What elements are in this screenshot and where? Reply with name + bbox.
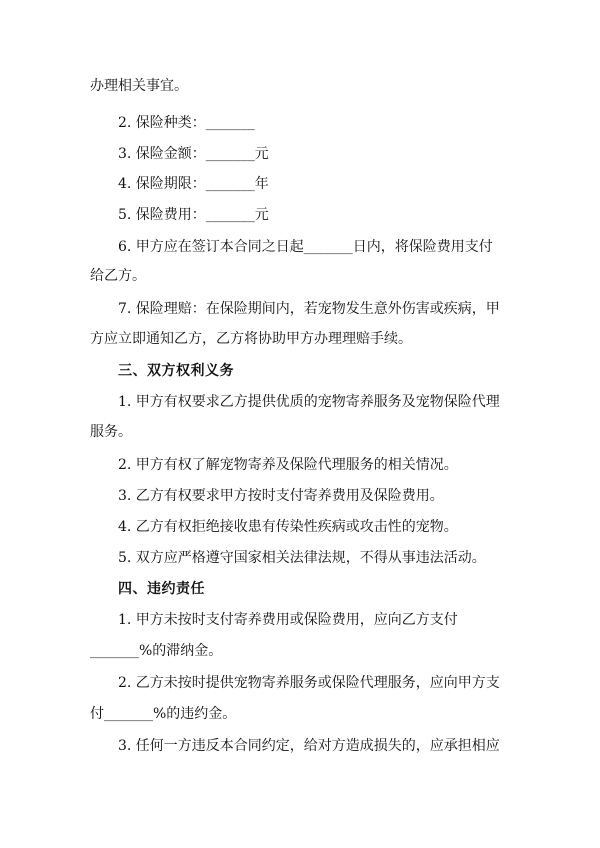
text-line: 5. 保险费用：_______元 — [118, 207, 269, 223]
text-line: 2. 甲方有权了解宠物寄养及保险代理服务的相关情况。 — [118, 457, 458, 473]
text-line: 3. 乙方有权要求甲方按时支付寄养费用及保险费用。 — [118, 488, 444, 504]
text-line: 6. 甲方应在签订本合同之日起_______日内，将保险费用支付 — [118, 239, 493, 255]
text-line: 3. 保险金额：_______元 — [118, 146, 269, 162]
text-line: _______%的滞纳金。 — [90, 643, 223, 659]
text-line: 1. 甲方未按时支付寄养费用或保险费用，应向乙方支付 — [118, 612, 458, 628]
section-heading: 四、违约责任 — [118, 581, 205, 597]
text-line: 5. 双方应严格遵守国家相关法律法规，不得从事违法活动。 — [118, 550, 486, 566]
text-line: 付_______%的违约金。 — [90, 706, 237, 722]
text-line: 方应立即通知乙方，乙方将协助甲方办理理赔手续。 — [90, 331, 412, 347]
text-line: 2. 乙方未按时提供宠物寄养服务或保险代理服务，应向甲方支 — [118, 675, 500, 691]
text-line: 3. 任何一方违反本合同约定，给对方造成损失的，应承担相应 — [118, 738, 500, 754]
section-heading: 三、双方权利义务 — [118, 363, 234, 379]
text-line: 给乙方。 — [90, 268, 146, 284]
text-line: 办理相关事宜。 — [90, 78, 188, 94]
text-line: 7. 保险理赔：在保险期间内，若宠物发生意外伤害或疾病，甲 — [118, 301, 500, 317]
text-line: 4. 保险期限：_______年 — [118, 176, 269, 192]
text-line: 2. 保险种类：_______ — [118, 115, 255, 131]
text-line: 1. 甲方有权要求乙方提供优质的宠物寄养服务及宠物保险代理 — [118, 394, 500, 410]
text-line: 4. 乙方有权拒绝接收患有传染性疾病或攻击性的宠物。 — [118, 519, 458, 535]
text-line: 服务。 — [90, 424, 132, 440]
